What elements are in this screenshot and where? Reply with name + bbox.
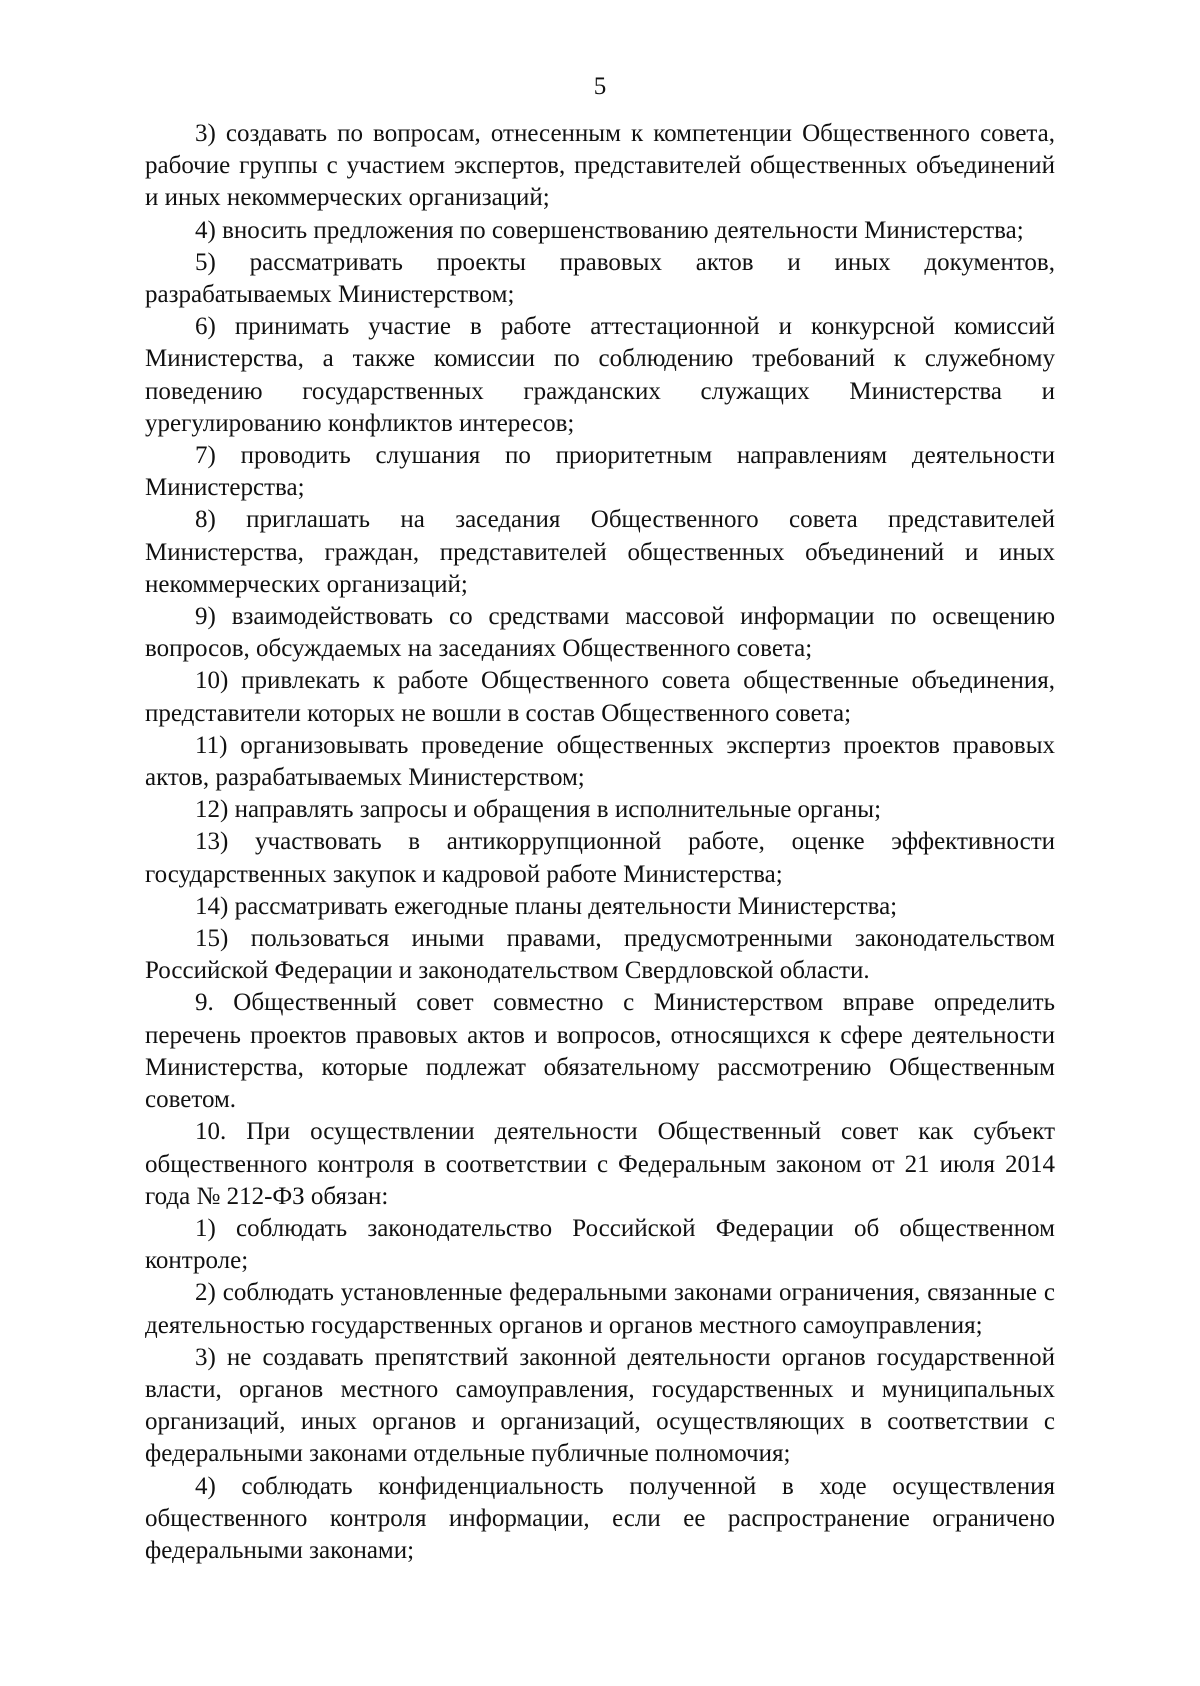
- paragraph: 4) вносить предложения по совершенствованию деятельности Министерства;: [195, 216, 1024, 244]
- paragraph: 10. При осуществлении деятельности Общественный совет как субъект общественного контроля в соответствии с Федеральным законом от 21 июля 2014 года № 212-ФЗ обязан:: [145, 1118, 1055, 1210]
- paragraph: 1) соблюдать законодательство Российской Федерации об общественном контроле;: [145, 1214, 1055, 1275]
- paragraph: 7) проводить слушания по приоритетным направлениям деятельности Министерства;: [145, 442, 1055, 502]
- paragraph: 10) привлекать к работе Общественного совета общественные объединения, представители которых не вошли в состав Общественного совета;: [145, 667, 1055, 727]
- paragraph: 15) пользоваться иными правами, предусмотренными законодательством Российской Федерации и законодательством Свердловской области.: [145, 925, 1055, 985]
- page-number: 5: [593, 73, 607, 100]
- document-body: [145, 118, 1055, 1567]
- paragraph: 6) принимать участие в работе аттестационной и конкурсной комиссий Министерства, а также комиссии по соблюдению требований к служебному поведению государственных гражданских служащих Министерства и урегулированию конфликтов интересов;: [145, 313, 1055, 437]
- paragraph: 9. Общественный совет совместно с Министерством вправе определить перечень проектов правовых актов и вопросов, относящихся к сфере деятельности Министерства, которые подлежат обязательному рассмотрению Общественным советом.: [145, 989, 1055, 1114]
- paragraph: 11) организовывать проведение общественных экспертиз проектов правовых актов, разрабатываемых Министерством;: [145, 731, 1055, 792]
- paragraph: 2) соблюдать установленные федеральными законами ограничения, связанные с деятельностью государственных органов и органов местного самоуправления;: [145, 1279, 1055, 1339]
- paragraph: 8) приглашать на заседания Общественного совета представителей Министерства, граждан, представителей общественных объединений и иных некоммерческих организаций;: [145, 506, 1055, 598]
- paragraph: 4) соблюдать конфиденциальность полученной в ходе осуществления общественного контроля информации, если ее распространение ограничено федеральными законами;: [145, 1472, 1055, 1564]
- paragraph: 13) участвовать в антикоррупционной работе, оценке эффективности государственных закупок и кадровой работе Министерства;: [145, 828, 1055, 888]
- paragraph: 3) создавать по вопросам, отнесенным к компетенции Общественного совета, рабочие группы с участием экспертов, представителей общественных объединений и иных некоммерческих организаций;: [145, 120, 1055, 212]
- paragraph: 9) взаимодействовать со средствами массовой информации по освещению вопросов, обсуждаемых на заседаниях Общественного совета;: [145, 603, 1055, 663]
- paragraph: 5) рассматривать проекты правовых актов и иных документов, разрабатываемых Министерством;: [145, 248, 1055, 309]
- paragraph: 3) не создавать препятствий законной деятельности органов государственной власти, органов местного самоуправления, государственных и муниципальных организаций, иных органов и организаций, осуществляющих в соответствии с федеральными законами отдельные публичные полномочия;: [145, 1343, 1055, 1468]
- paragraph: 12) направлять запросы и обращения в исполнительные органы;: [195, 796, 882, 824]
- paragraph: 14) рассматривать ежегодные планы деятельности Министерства;: [195, 892, 898, 920]
